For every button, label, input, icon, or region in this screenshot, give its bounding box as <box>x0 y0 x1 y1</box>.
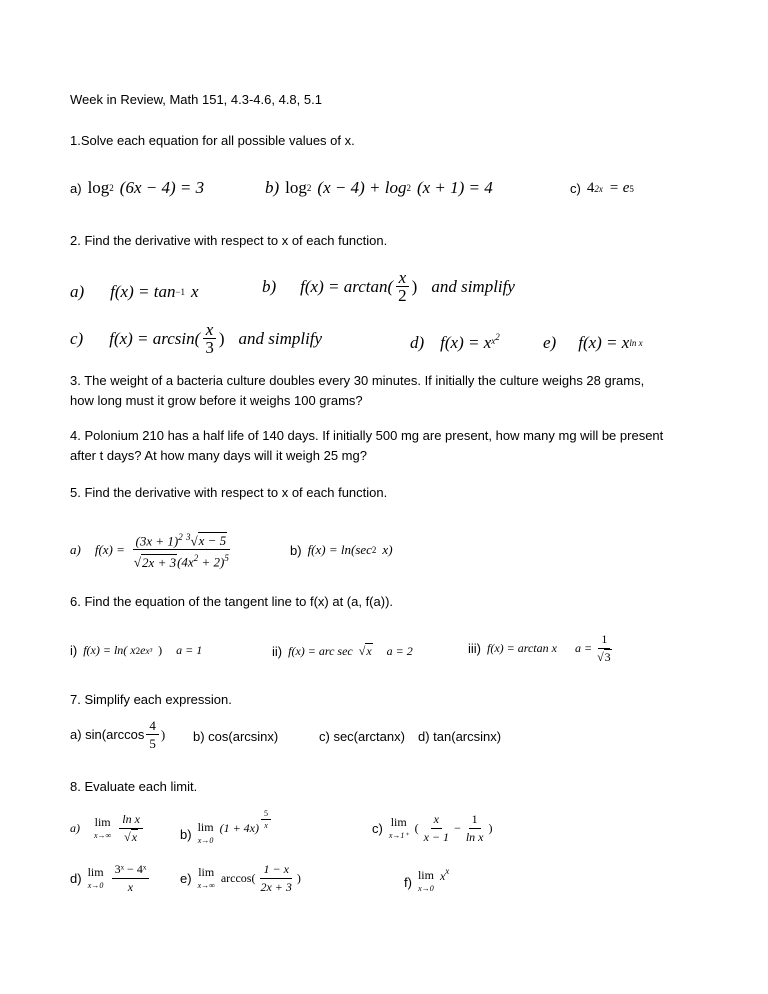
expr: ln x <box>629 338 643 348</box>
numerator: 3ˣ − 4ˣ <box>112 862 150 879</box>
lim: lim <box>94 814 111 829</box>
question-6-prompt: 6. Find the equation of the tangent line to f(x) at (a, f(a)). <box>70 594 394 609</box>
expr: = e <box>608 180 630 196</box>
part-label: c) <box>372 821 383 836</box>
q8-part-b <box>180 808 273 848</box>
q8-part-d <box>70 862 151 895</box>
expr: 2 <box>495 332 500 342</box>
lim-subscript: x→∞ <box>197 880 215 890</box>
expr: f(x) = ln(sec <box>307 542 372 557</box>
part-label: ii) <box>272 643 283 659</box>
q6-part-ii: ii) f(x) = arc sec √ x a = 2 <box>272 643 413 659</box>
numerator: x <box>431 812 442 829</box>
part-label: b) <box>265 178 280 197</box>
q1-part-a <box>70 178 204 198</box>
q5-part-b <box>290 542 393 558</box>
question-2-prompt: 2. Find the derivative with respect to x of each function. <box>70 233 388 248</box>
numerator: 1 <box>598 632 610 649</box>
expr: 4 <box>586 180 595 196</box>
denominator: 3 <box>205 338 214 357</box>
q8-part-e <box>180 862 301 895</box>
a-value: a = 2 <box>386 643 413 658</box>
q5-part-a <box>70 530 234 570</box>
part-label: iii) <box>468 641 481 656</box>
question-3-line-2: how long must it grow before it weighs 100 grams? <box>70 393 363 408</box>
expr: x <box>191 282 199 301</box>
expr: 2 <box>109 183 114 193</box>
expr: arccos( <box>220 871 256 885</box>
q6-part-i <box>70 643 202 658</box>
expr: − <box>454 821 461 835</box>
a-value: a = <box>574 641 593 655</box>
expr: ) <box>218 328 225 348</box>
numerator: ln x <box>119 812 143 829</box>
part-label: e) <box>180 871 192 886</box>
expr: (3x + 1) <box>135 533 179 549</box>
q7-part-c: c) sec(arctanx) <box>319 729 405 744</box>
expr: x³ <box>145 645 153 656</box>
denominator: x <box>264 820 268 830</box>
q2-part-e <box>543 333 643 353</box>
expr: e <box>140 643 146 657</box>
question-3-line-1: 3. The weight of a bacteria culture doubles every 30 minutes. If initially the culture weighs 28 grams, <box>70 373 645 388</box>
expr: (x − 4) + log <box>317 178 407 197</box>
lim: lim <box>417 868 434 882</box>
expr: f(x) = arc sec <box>288 643 353 658</box>
expr: ) <box>160 726 166 742</box>
expr: 2x <box>594 183 603 194</box>
expr: f(x) = x <box>440 333 492 352</box>
part-label: a) <box>70 541 81 557</box>
expr: (1 + 4x) <box>219 820 259 835</box>
question-4-line-1: 4. Polonium 210 has a half life of 140 days. If initially 500 mg are present, how many mg will be present <box>70 428 664 443</box>
expr: 3 <box>604 650 611 664</box>
part-label: a) <box>70 180 82 196</box>
numerator: 4 <box>146 718 159 735</box>
q2-part-c <box>70 322 322 355</box>
numerator: 1 − x <box>260 862 291 879</box>
numerator: x <box>203 322 217 339</box>
part-label: a) <box>70 282 85 301</box>
denominator: ln x <box>465 830 484 844</box>
expr: 2 <box>135 645 141 656</box>
lim-subscript: x→∞ <box>94 830 112 840</box>
expr: (x + 1) = 4 <box>416 178 493 197</box>
expr: + 2) <box>201 554 225 570</box>
a-value: a = 1 <box>176 643 203 657</box>
part-label: i) <box>70 643 78 658</box>
expr: 2 <box>371 545 377 555</box>
denominator: x <box>127 880 134 894</box>
lim-subscript: x→0 <box>87 880 104 890</box>
part-label: f) <box>404 874 412 890</box>
expr: f(x) = ln( x <box>83 643 136 657</box>
lim-subscript: x→0 <box>418 884 434 893</box>
numerator: 5 <box>261 809 271 820</box>
lim-subscript: x→0 <box>197 836 214 845</box>
denominator: $√2x + 3(4x^2 + 2)^5$ <box>133 553 229 570</box>
expr: 2 <box>306 183 312 193</box>
part-label: c) <box>70 328 84 348</box>
denominator: 2x + 3 <box>260 880 292 894</box>
question-7-prompt: 7. Simplify each expression. <box>70 692 232 707</box>
part-label: b) <box>180 826 192 842</box>
question-5-prompt: 5. Find the derivative with respect to x of each function. <box>70 485 388 500</box>
part-label: d) <box>70 871 82 886</box>
q2-part-b <box>262 270 515 303</box>
lim: lim <box>197 820 214 834</box>
expr: ( <box>414 821 419 835</box>
q8-part-a <box>70 812 145 845</box>
expr: x <box>445 866 450 876</box>
denominator: 2 <box>398 286 407 305</box>
lim: lim <box>87 864 104 879</box>
lim-subscript: x→1⁺ <box>388 830 409 840</box>
denominator: √x <box>124 830 138 844</box>
expr: log <box>87 178 110 197</box>
lim: lim <box>198 864 215 879</box>
question-4-line-2: after t days? At how many days will it weigh 25 mg? <box>70 448 367 463</box>
part-label: e) <box>543 333 557 352</box>
q6-part-iii <box>468 632 617 665</box>
q8-part-f <box>404 868 449 896</box>
denominator: √3 <box>597 650 611 664</box>
expr: 2 <box>406 183 411 193</box>
lim: lim <box>390 814 407 829</box>
expr: 5 <box>629 183 634 194</box>
question-1-prompt: 1.Solve each equation for all possible values of x. <box>70 133 355 148</box>
expr: a) sin(arccos <box>70 727 145 742</box>
expr: 5 <box>224 553 229 564</box>
numerator: x <box>396 270 410 287</box>
part-label: c) <box>570 181 581 196</box>
q7-part-a <box>70 718 165 751</box>
expr: x) <box>382 542 393 557</box>
q7-part-b: b) cos(arcsinx) <box>193 729 279 744</box>
expr: f(x) = tan <box>110 282 176 301</box>
expr: x <box>439 868 446 883</box>
expr: 2 <box>178 532 183 542</box>
expr: f(x) = arctan( <box>300 276 394 296</box>
expr: 2 <box>193 553 199 564</box>
expr: f(x) = arctan x <box>487 641 557 655</box>
denominator: x − 1 <box>423 830 450 844</box>
expr: ) <box>411 276 418 296</box>
part-label: b) <box>262 276 277 296</box>
q2-part-d <box>410 333 500 353</box>
denominator: 5 <box>149 736 156 751</box>
part-label: d) <box>410 333 425 352</box>
note: and simplify <box>431 276 515 296</box>
expr: x − 5 <box>198 533 227 549</box>
expr: (6x − 4) = 3 <box>119 178 205 197</box>
expr: x <box>366 644 372 658</box>
expr: ) <box>296 871 301 885</box>
expr: log <box>285 178 307 197</box>
expr: ) <box>158 643 163 657</box>
expr: 3 <box>185 532 191 542</box>
q7-part-d: d) tan(arcsinx) <box>418 729 502 744</box>
part-label: a) <box>70 821 80 835</box>
q8-part-c <box>372 812 493 845</box>
expr: ) <box>488 821 493 835</box>
expr: −1 <box>175 287 186 297</box>
numerator: $(3x + 1)^2$ $^3$√x − 5 <box>133 530 231 550</box>
expr: (4x <box>177 554 194 570</box>
expr: f(x) = x <box>578 333 630 352</box>
expr: f(x) = <box>94 541 125 557</box>
expr: x <box>491 336 496 346</box>
q1-part-b <box>265 178 493 198</box>
numerator: 1 <box>469 812 481 829</box>
question-8-prompt: 8. Evaluate each limit. <box>70 779 198 794</box>
expr: 2x + 3 <box>142 554 177 570</box>
expr: f(x) = arcsin( <box>109 328 201 348</box>
expr: x <box>131 830 138 844</box>
document-title: Week in Review, Math 151, 4.3-4.6, 4.8, 5.1 <box>70 92 322 107</box>
note: and simplify <box>238 328 323 348</box>
part-label: b) <box>290 542 302 558</box>
q2-part-a <box>70 282 199 302</box>
q1-part-c <box>570 180 634 197</box>
